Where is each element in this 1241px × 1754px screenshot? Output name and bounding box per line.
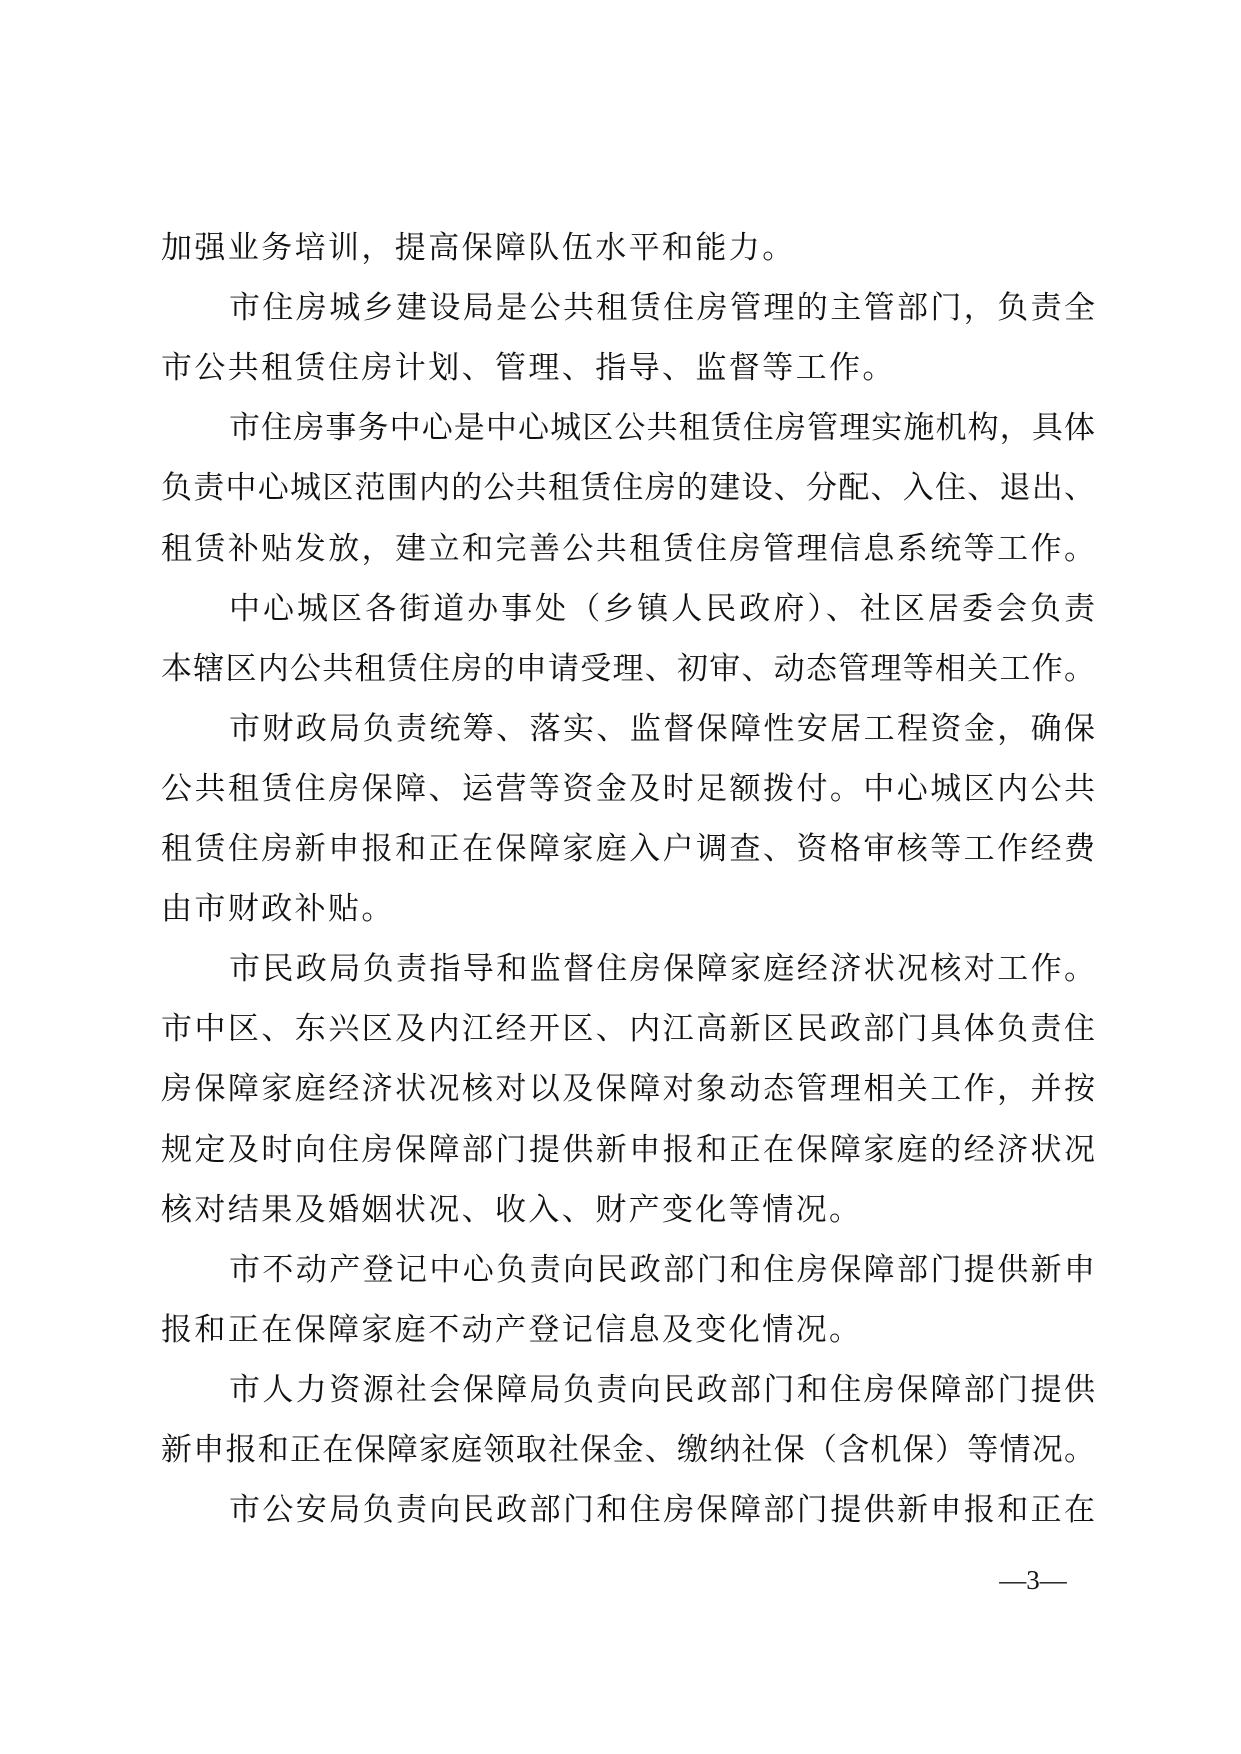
page-number: —3— xyxy=(999,1565,1067,1595)
text-line: 市住房城乡建设局是公共租赁住房管理的主管部门，负责全 xyxy=(229,290,1095,327)
text-line: 规定及时向住房保障部门提供新申报和正在保障家庭的经济状况 xyxy=(161,1131,1095,1168)
text-line: 市不动产登记中心负责向民政部门和住房保障部门提供新申 xyxy=(229,1251,1095,1288)
text-line: 租赁补贴发放，建立和完善公共租赁住房管理信息系统等工作。 xyxy=(161,530,1095,567)
text-line: 负责中心城区范围内的公共租赁住房的建设、分配、入住、退出、 xyxy=(161,470,1095,507)
text-line: 市中区、东兴区及内江经开区、内江高新区民政部门具体负责住 xyxy=(161,1011,1095,1048)
text-line: 加强业务培训，提高保障队伍水平和能力。 xyxy=(161,230,796,266)
text-line: 市公共租赁住房计划、管理、指导、监督等工作。 xyxy=(161,350,896,387)
text-line: 房保障家庭经济状况核对以及保障对象动态管理相关工作，并按 xyxy=(161,1071,1095,1108)
text-line: 市民政局负责指导和监督住房保障家庭经济状况核对工作。 xyxy=(229,951,1095,988)
text-line: 由市财政补贴。 xyxy=(161,891,395,928)
text-line: 市人力资源社会保障局负责向民政部门和住房保障部门提供 xyxy=(229,1371,1095,1408)
text-line: 租赁住房新申报和正在保障家庭入户调查、资格审核等工作经费 xyxy=(161,831,1095,867)
text-line: 核对结果及婚姻状况、收入、财产变化等情况。 xyxy=(161,1191,863,1228)
text-line: 市财政局负责统筹、落实、监督保障性安居工程资金，确保 xyxy=(229,710,1095,747)
text-line: 市公安局负责向民政部门和住房保障部门提供新申报和正在 xyxy=(229,1492,1095,1529)
text-line: 新申报和正在保障家庭领取社保金、缴纳社保（含机保）等情况。 xyxy=(161,1432,1095,1468)
text-line: 市住房事务中心是中心城区公共租赁住房管理实施机构，具体 xyxy=(229,410,1095,447)
text-line: 本辖区内公共租赁住房的申请受理、初审、动态管理等相关工作。 xyxy=(161,650,1095,687)
text-line: 公共租赁住房保障、运营等资金及时足额拨付。中心城区内公共 xyxy=(161,770,1095,807)
text-line: 中心城区各街道办事处（乡镇人民政府）、社区居委会负责 xyxy=(229,590,1095,627)
text-line: 报和正在保障家庭不动产登记信息及变化情况。 xyxy=(161,1311,863,1348)
